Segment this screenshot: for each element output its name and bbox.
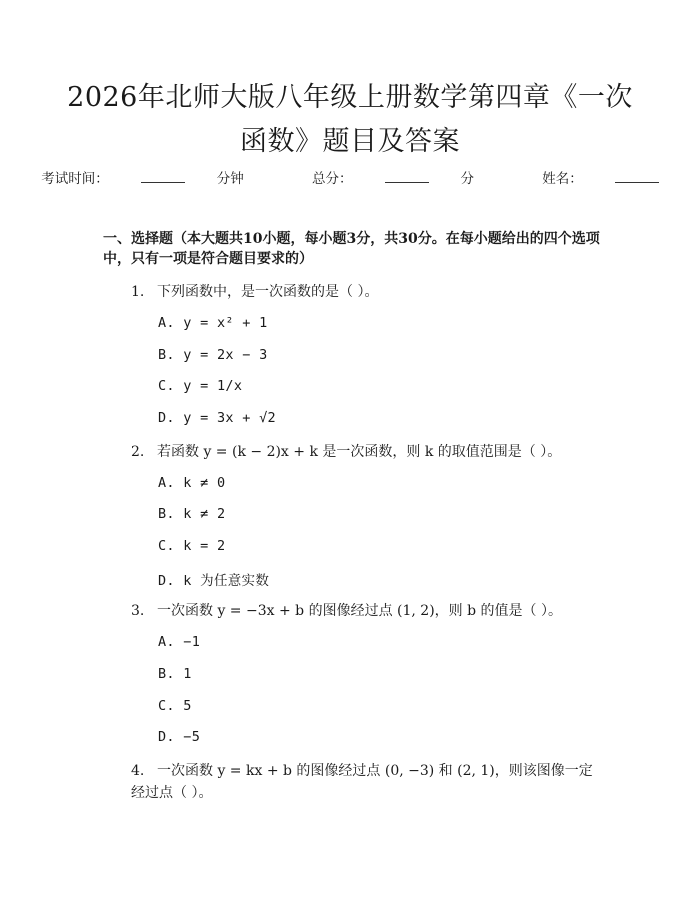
question-3 xyxy=(131,600,562,622)
name-field xyxy=(526,171,675,187)
question-text: 下列函数中，是一次函数的是（ ）。 xyxy=(157,284,379,300)
score-label: 总分： xyxy=(312,171,353,187)
option-3a: A. −1 xyxy=(158,634,201,650)
option-1b: B. y = 2x − 3 xyxy=(158,347,268,363)
score-unit: 分 xyxy=(460,171,474,187)
option-2c: C. k = 2 xyxy=(158,538,226,554)
question-4 xyxy=(103,760,603,804)
option-3b: B. 1 xyxy=(158,666,192,682)
name-blank xyxy=(615,170,659,183)
question-number: 2. xyxy=(131,444,145,460)
time-field xyxy=(25,171,260,187)
option-2d: D. k 为任意实数 xyxy=(158,573,270,589)
option-1c: C. y = 1/x xyxy=(158,378,243,394)
option-2a: A. k ≠ 0 xyxy=(158,475,226,491)
exam-meta xyxy=(0,167,700,187)
time-unit: 分钟 xyxy=(216,171,244,187)
question-1 xyxy=(131,281,378,303)
time-label: 考试时间： xyxy=(41,171,109,187)
option-3c: C. 5 xyxy=(158,698,192,714)
question-number: 4. xyxy=(131,763,145,779)
option-3d: D. −5 xyxy=(158,729,201,745)
question-number: 1. xyxy=(131,284,145,300)
score-blank xyxy=(385,170,429,183)
question-2 xyxy=(131,441,561,463)
name-label: 姓名： xyxy=(542,171,583,187)
question-text: 一次函数 y = −3x + b 的图像经过点 (1, 2)，则 b 的值是（ ）。 xyxy=(157,603,562,619)
question-text: 若函数 y = (k − 2)x + k 是一次函数，则 k 的取值范围是（ ）。 xyxy=(157,444,562,460)
question-number: 3. xyxy=(131,603,145,619)
score-field xyxy=(296,171,490,187)
option-1a: A. y = x² + 1 xyxy=(158,315,268,331)
option-1d: D. y = 3x + √2 xyxy=(158,410,276,426)
question-text: 一次函数 y = kx + b 的图像经过点 (0, −3) 和 (2, 1)，则该图像一定经过点（ ）。 xyxy=(131,763,593,801)
section-heading: 一、选择题（本大题共10小题，每小题3分，共30分。在每小题给出的四个选项中，只有一项是符合题目要求的） xyxy=(103,231,600,267)
option-2b: B. k ≠ 2 xyxy=(158,506,226,522)
page-title: 2026年北师大版八年级上册数学第四章《一次函数》题目及答案 xyxy=(67,82,633,157)
time-blank xyxy=(141,170,185,183)
